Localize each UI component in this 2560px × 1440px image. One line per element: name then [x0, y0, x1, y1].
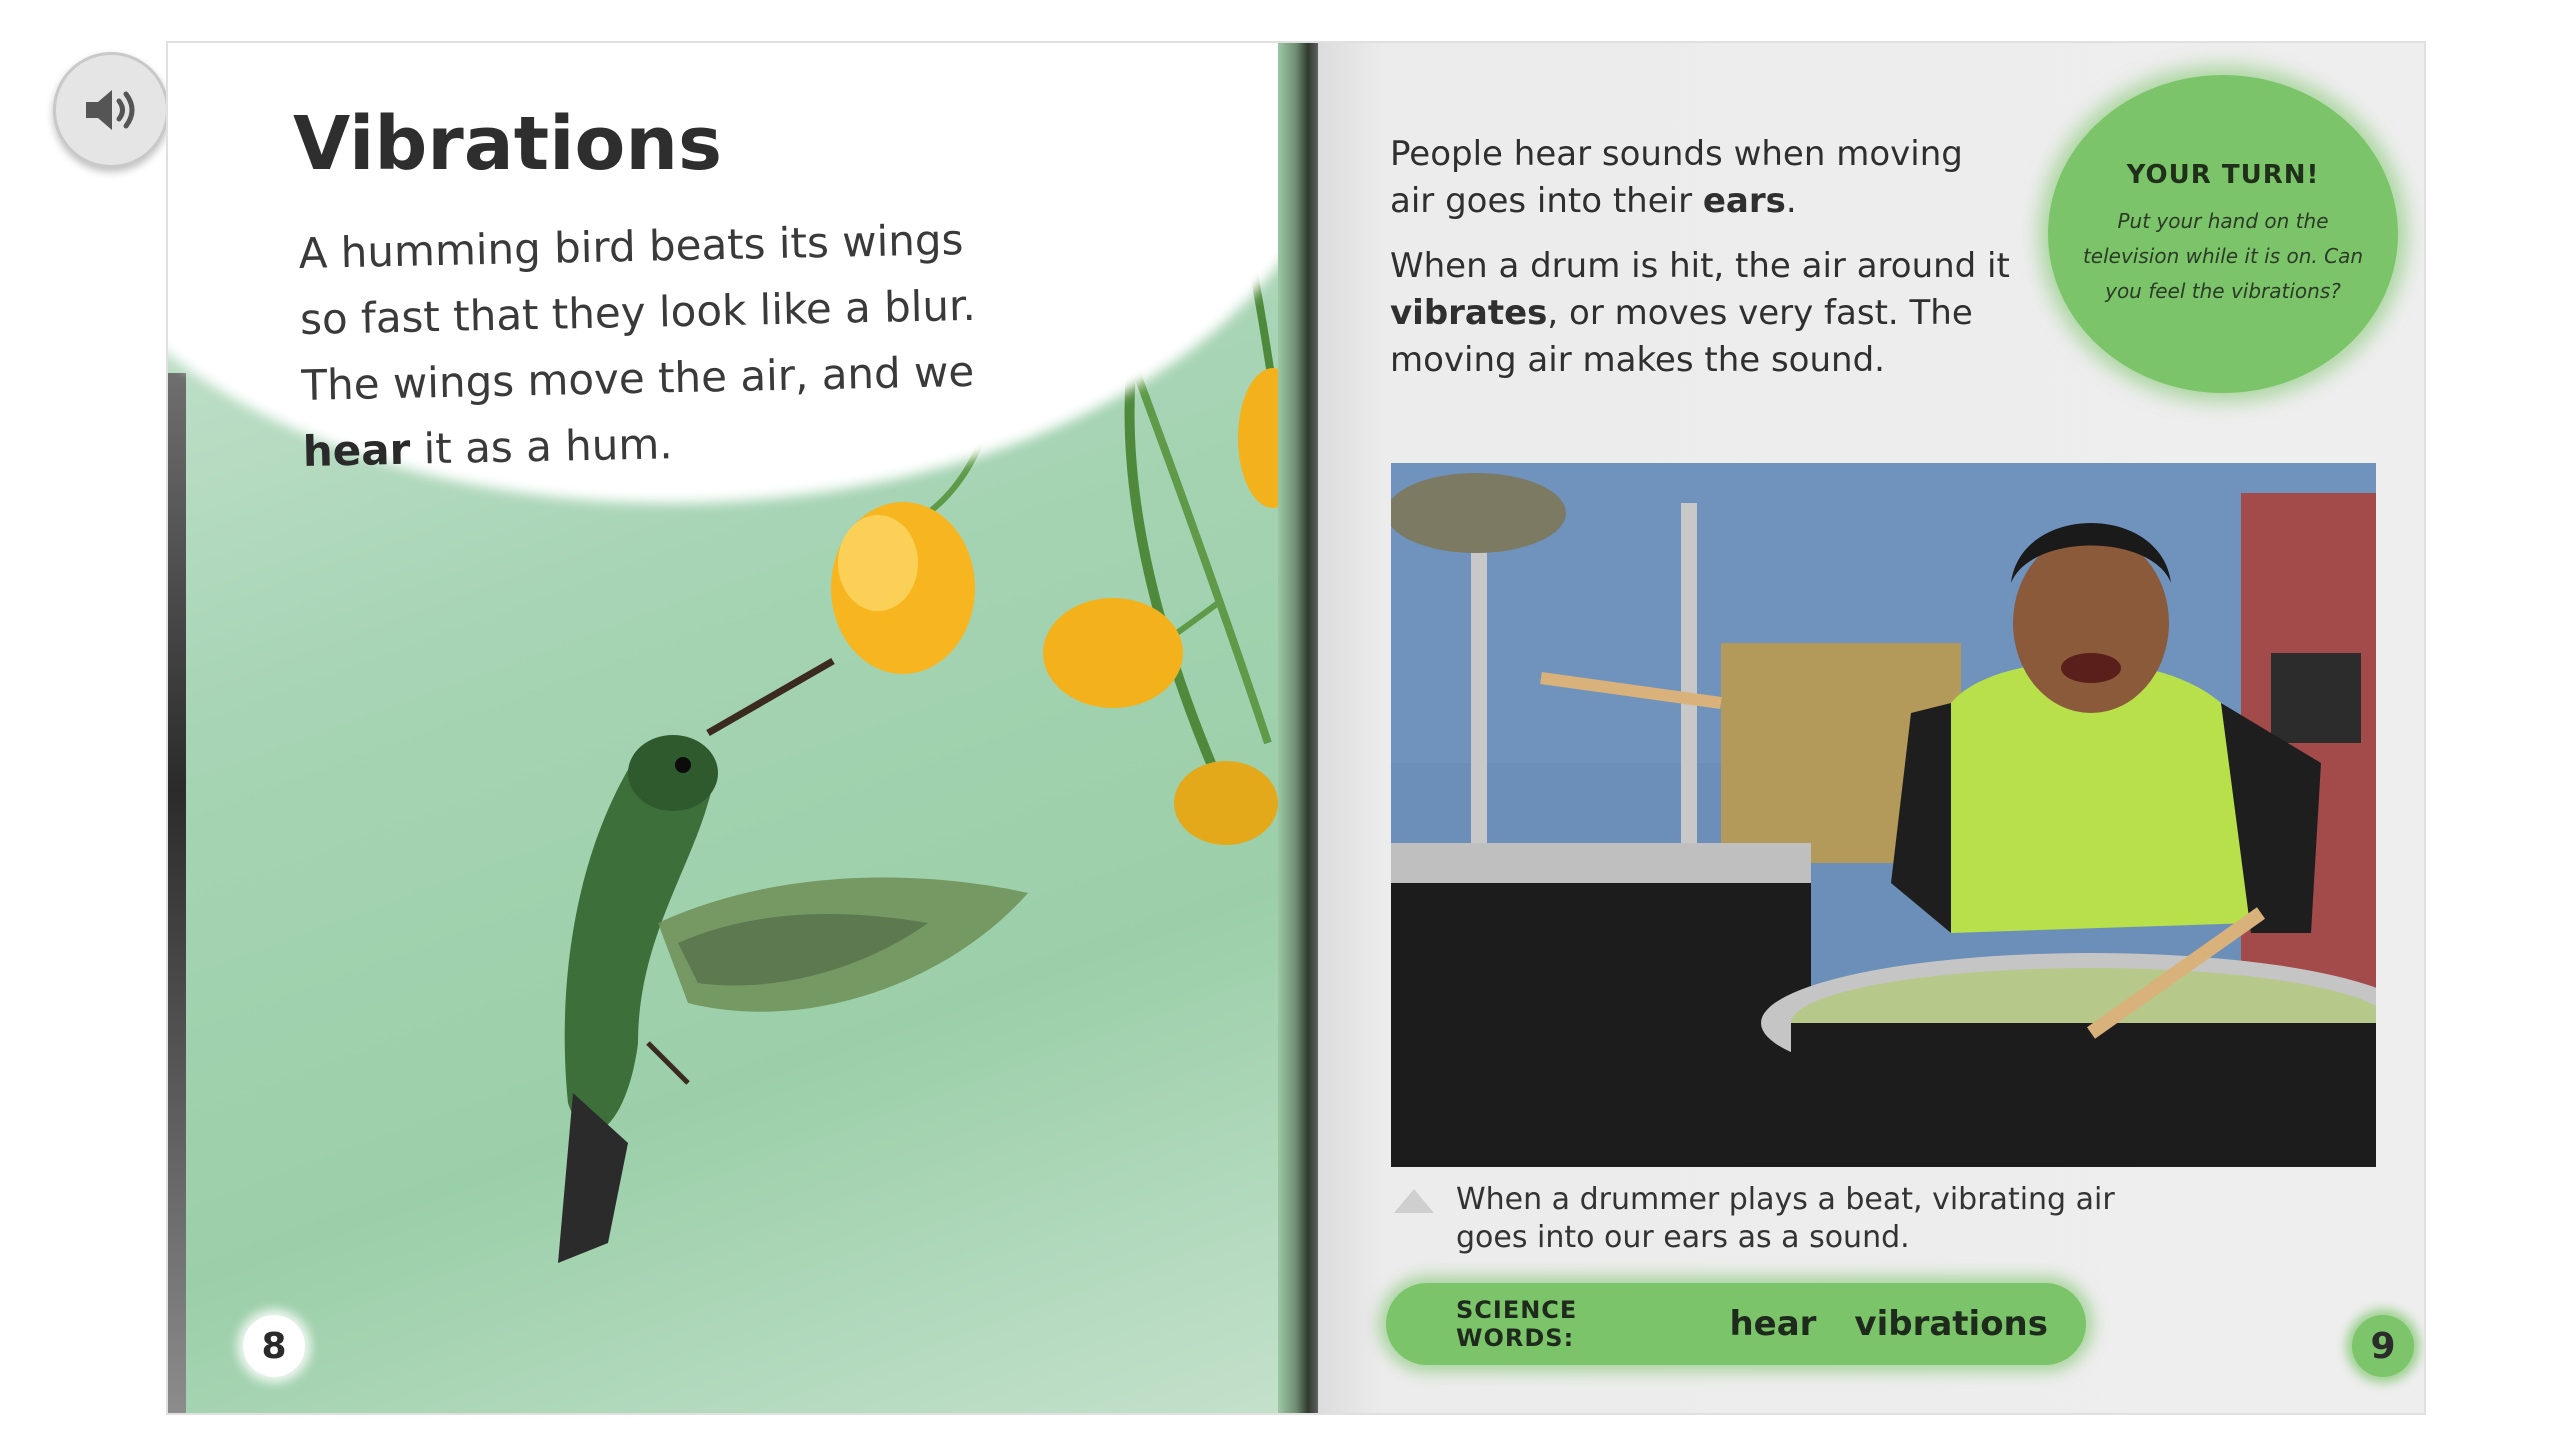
- photo-caption: When a drummer plays a beat, vibrating air goes into our ears as a sound.: [1456, 1182, 2115, 1255]
- caption-pointer-icon: [1394, 1189, 1434, 1213]
- drummer-photo: [1391, 463, 2376, 1167]
- intro-line: The wings move the air, and we: [300, 346, 975, 410]
- intro-paragraph: [298, 206, 1043, 485]
- your-turn-title: YOUR TURN!: [2126, 159, 2320, 190]
- page-number-right: 9: [2352, 1315, 2414, 1377]
- keyword-vibrates: vibrates: [1390, 293, 1548, 333]
- your-turn-bubble: [2048, 75, 2398, 393]
- science-word: vibrations: [1854, 1304, 2048, 1344]
- paragraph-vibrates: When a drum is hit, the air around it vibrates, or moves very fast. The moving air makes the sound.: [1390, 246, 2010, 380]
- audio-button[interactable]: [53, 52, 169, 168]
- left-page: [168, 43, 1310, 1413]
- page-number-left: 8: [243, 1315, 305, 1377]
- intro-line: so fast that they look like a blur.: [299, 280, 977, 344]
- book-spread: [168, 43, 2424, 1413]
- intro-line: A humming bird beats its wings: [298, 215, 964, 278]
- intro-line: hear it as a hum.: [302, 419, 674, 476]
- science-words-label: SCIENCE WORDS:: [1456, 1296, 1578, 1352]
- science-word: hear: [1729, 1304, 1817, 1344]
- paragraph-ears: People hear sounds when moving air goes into their ears.: [1390, 134, 1963, 221]
- your-turn-body: Put your hand on the television while it is on. Can you feel the vibrations?: [2082, 208, 2364, 303]
- page-title: Vibrations: [293, 101, 723, 187]
- science-words-bar: [1386, 1283, 2086, 1365]
- keyword-ears: ears: [1702, 181, 1786, 221]
- keyword-hear: hear: [302, 424, 411, 476]
- speaker-icon: [82, 84, 140, 136]
